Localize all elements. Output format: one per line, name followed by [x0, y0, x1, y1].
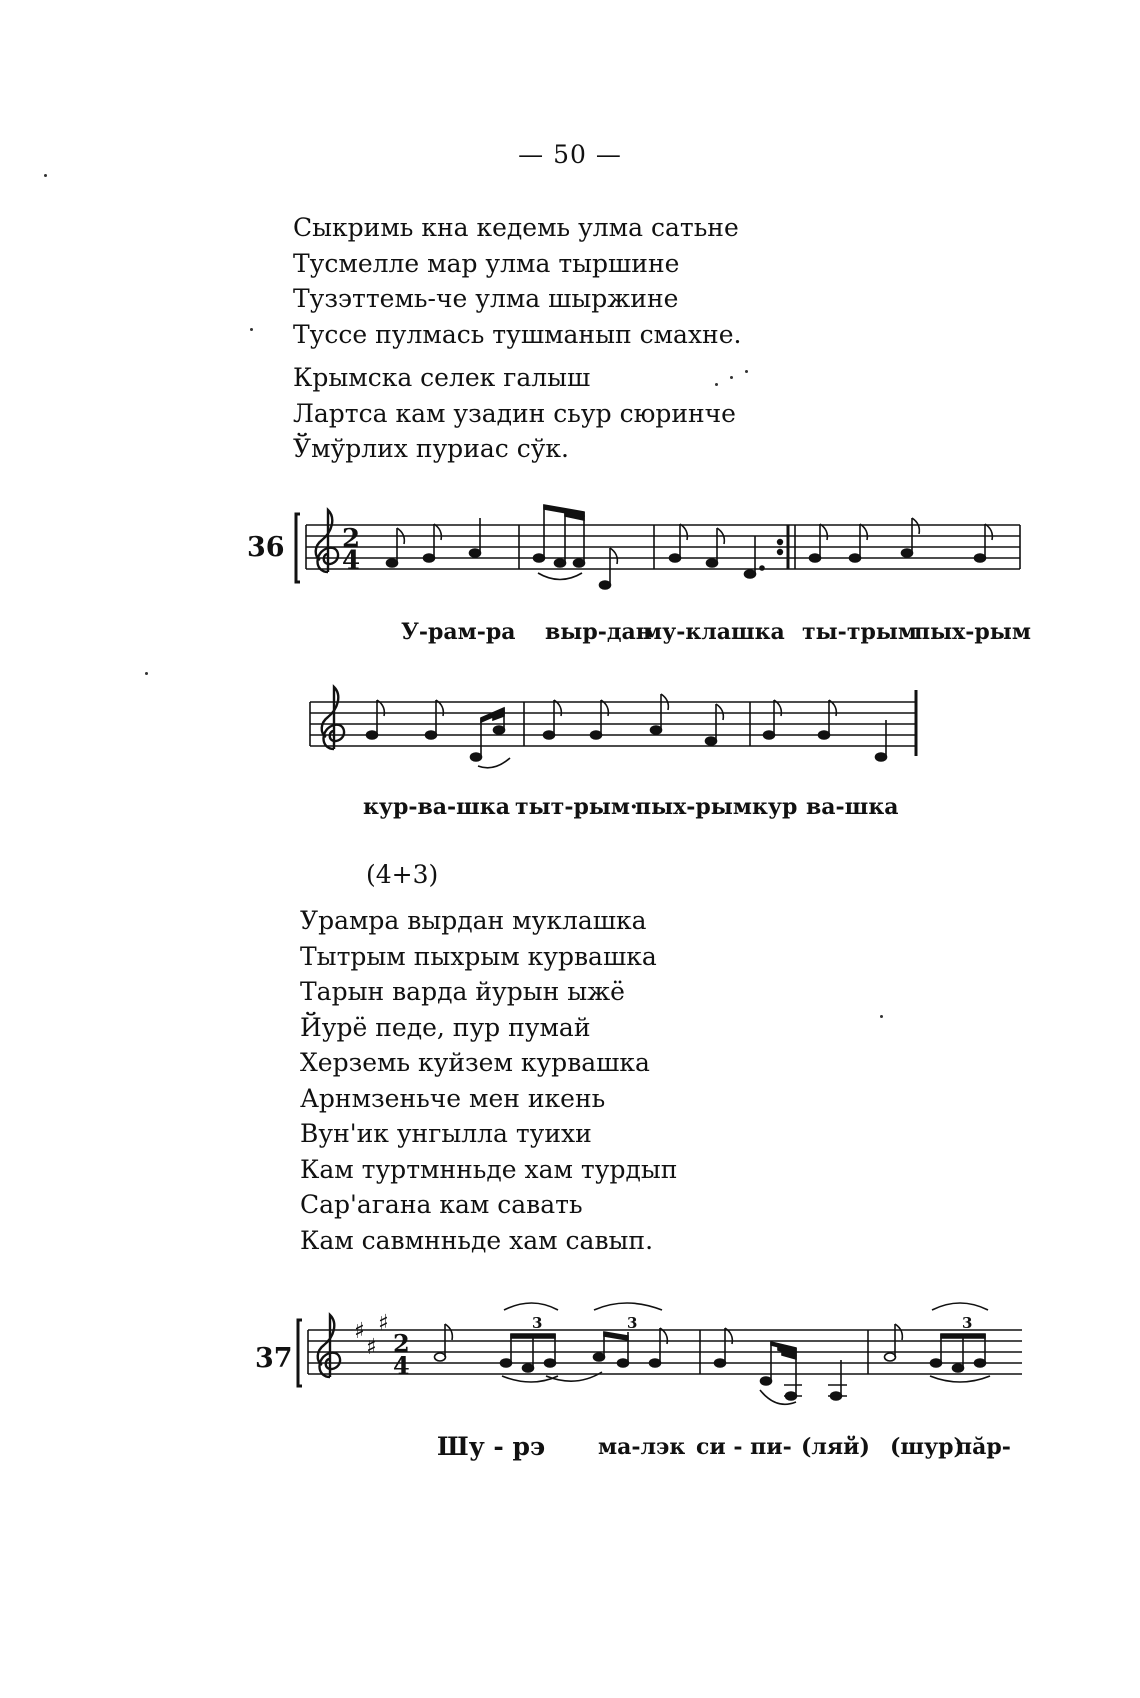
verse-line: Тузэттемь-че улма шыржине — [293, 284, 679, 313]
time-signature-bottom: 4 — [342, 546, 361, 576]
verse-2 — [293, 360, 736, 467]
verse-line: Кам туртмнньде хам турдып — [300, 1154, 678, 1184]
verse-line: Лартса кам узадин сьур сюринче — [293, 398, 736, 428]
lyric-syllable: ты-трым — [802, 619, 917, 645]
verse-line: Вун'ик унгылла туихи — [300, 1119, 592, 1148]
lyric-syllable: му-клашка — [643, 619, 785, 645]
time-signature-top: 2 — [393, 1329, 410, 1358]
lyric-syllable: пăр- — [956, 1434, 1011, 1460]
verse-line: Тарын варда йурын ыжё — [300, 977, 625, 1006]
print-speck — [730, 376, 733, 379]
verse-line: Урамра вырдан муклашка — [300, 906, 647, 935]
svg-text:♯: ♯ — [354, 1318, 365, 1344]
lyric-syllable: (шур) — [890, 1434, 964, 1460]
music-staff-36-line-2 — [306, 672, 926, 782]
time-signature-top: 2 — [342, 524, 361, 554]
lyric-syllable: тыт-рым· — [515, 794, 638, 820]
lyric-syllable: си - пи- — [696, 1434, 792, 1460]
lyric-syllable: кур-ва-шка — [363, 794, 510, 820]
tune-number-37: 37 — [255, 1343, 293, 1374]
verse-line: Тытрым пыхрым курвашка — [300, 941, 657, 971]
verse-line: Арнмзеньче мен икень — [300, 1083, 606, 1113]
lyric-syllable: У-рам-ра — [401, 619, 516, 645]
lyric-syllable: пых-рым — [635, 794, 752, 820]
svg-text:♯: ♯ — [366, 1334, 377, 1360]
print-speck — [745, 370, 748, 373]
lyric-syllable: ва-шка — [806, 794, 899, 820]
verse-line: Сыкримь кна кедемь улма сатьне — [293, 213, 739, 242]
music-staff-37 — [296, 1290, 1026, 1430]
verse-line: Ўмўрлих пуриас сўк. — [293, 434, 569, 463]
verse-line: Тусмелле мар улма тыршине — [293, 248, 680, 278]
lyric-syllable: пых-рым — [914, 619, 1031, 645]
verse-line: Сар'агана кам савать — [300, 1190, 583, 1219]
lyric-syllable: ма-лэк — [598, 1434, 686, 1460]
verse-line: Туссе пулмась тушманып смахне. — [293, 319, 742, 349]
print-speck — [250, 328, 253, 331]
triplet-number: 3 — [532, 1314, 543, 1332]
music-staff-36-line-1 — [292, 500, 1026, 610]
triplet-number: 3 — [627, 1314, 638, 1332]
triplet-number: 3 — [962, 1314, 973, 1332]
print-speck — [880, 1015, 883, 1018]
tune-number-36: 36 — [247, 532, 285, 563]
lyric-syllable: кур — [752, 794, 798, 820]
verse-line: Йурё педе, пур пумай — [300, 1012, 591, 1042]
page-number: — 50 — — [518, 140, 622, 169]
meter-note: (4+3) — [366, 860, 439, 889]
lyric-syllable: (ляй) — [801, 1434, 870, 1460]
svg-text:♯: ♯ — [378, 1310, 389, 1336]
verse-3 — [300, 903, 677, 1258]
lyric-syllable: Шу - рэ — [437, 1432, 546, 1461]
verse-line: Херземь куйзем курвашка — [300, 1048, 650, 1077]
verse-line: Крымска селек галыш — [293, 363, 591, 392]
print-speck — [145, 672, 148, 675]
verse-line: Кам савмнньде хам савып. — [300, 1225, 654, 1255]
print-speck — [44, 174, 47, 177]
print-speck — [715, 383, 718, 386]
verse-1 — [293, 210, 741, 352]
lyric-syllable: выр-дан — [545, 619, 652, 645]
time-signature-bottom: 4 — [393, 1351, 410, 1380]
